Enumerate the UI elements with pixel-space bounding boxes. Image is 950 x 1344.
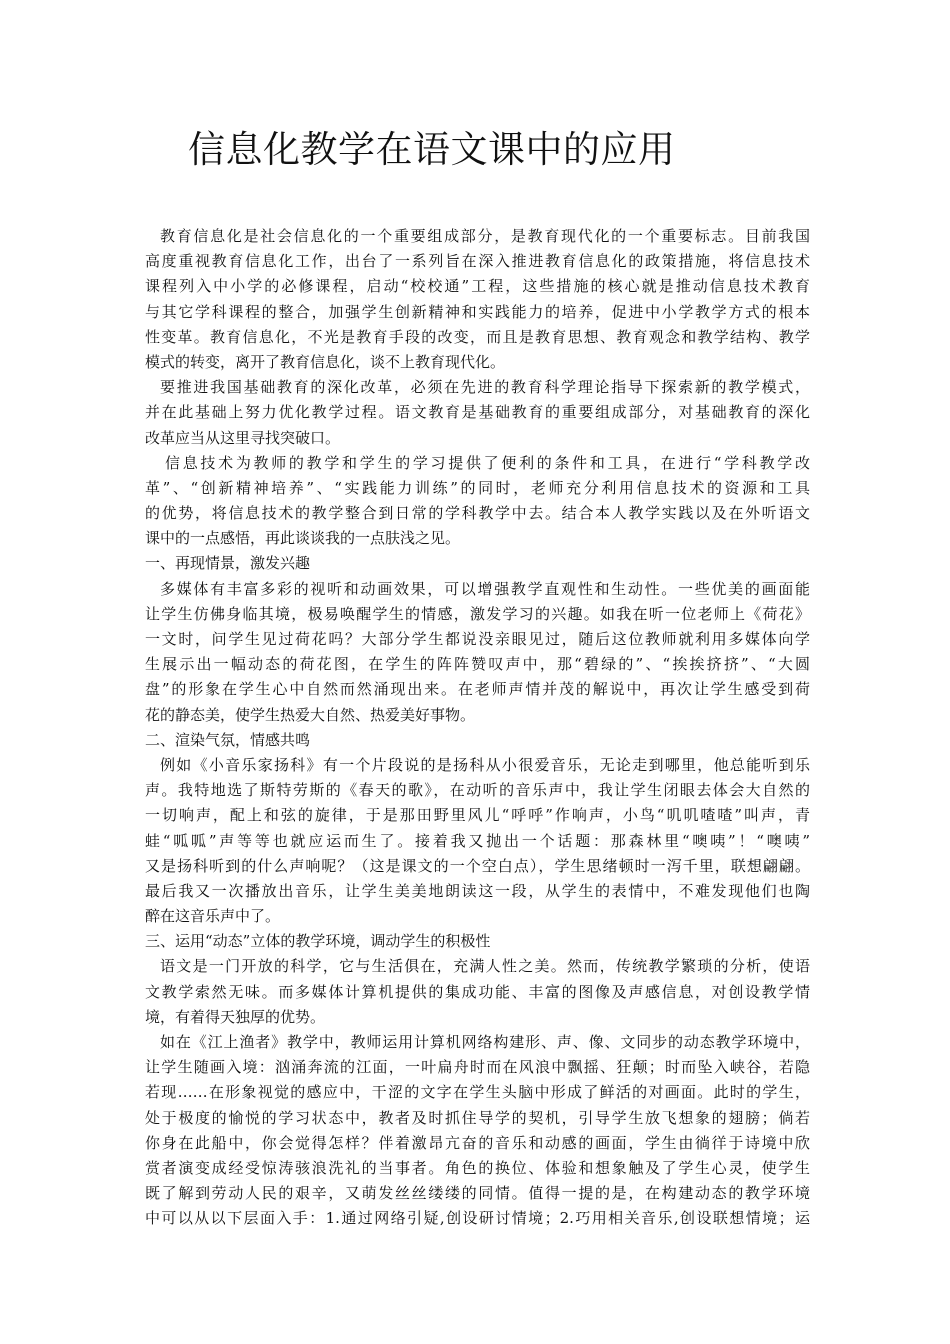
paragraph-line: 一文时，问学生见过荷花吗？大部分学生都说没亲眼见过，随后这位教师就利用多媒体向学 [145,630,810,648]
section-heading: 三、运用“动态”立体的教学环境，调动学生的积极性 [145,932,491,951]
paragraph-line: 性变革。教育信息化，不光是教育手段的改变，而且是教育思想、教育观念和教学结构、教学 [145,327,810,346]
paragraph-line: 的优势，将信息技术的教学整合到日常的学科教学中去。结合本人教学实践以及在外听语文 [145,504,810,523]
paragraph-line: 并在此基础上努力优化教学过程。语文教育是基础教育的重要组成部分，对基础教育的深化 [145,403,810,422]
paragraph-line: 赏者演变成经受惊涛骇浪洗礼的当事者。角色的换位、体验和想象触及了学生心灵，使学生 [145,1158,810,1177]
paragraph-line: 境，有着得天独厚的优势。 [145,1007,326,1026]
paragraph-line: 与其它学科课程的整合，加强学生创新精神和实践能力的培养，促进中小学教学方式的根本 [145,302,810,321]
paragraph-line: 一切响声，配上和弦的旋律，于是那田野里风儿“呼呼”作响声，小鸟“叽叽喳喳”叫声，青 [145,806,810,825]
paragraph-line: 文教学索然无味。而多媒体计算机提供的集成功能、丰富的图像及声感信息，对创设教学情 [145,982,810,1001]
paragraph-line: 若现……在形象视觉的感应中，干涩的文字在学生头脑中形成了鲜活的对画面。此时的学生， [145,1083,810,1102]
section-heading: 一、再现情景，激发兴趣 [145,554,311,573]
paragraph-line: 例如《小音乐家扬科》有一个片段说的是扬科从小很爱音乐，无论走到哪里，他总能听到乐 [160,755,810,774]
paragraph-line: 生展示出一幅动态的荷花图，在学生的阵阵赞叹声中，那“碧绿的”、“挨挨挤挤”、“大圆 [145,655,810,674]
document-title: 信息化教学在语文课中的应用 [188,128,676,171]
paragraph-line: 模式的转变，离开了教育信息化，谈不上教育现代化。 [145,352,506,371]
paragraph-line: 信息技术为教师的教学和学生的学习提供了便利的条件和工具，在进行“学科教学改 [165,453,810,472]
paragraph-line: 你身在此船中，你会觉得怎样？伴着激昂亢奋的音乐和动感的画面，学生由徜徉于诗境中欣 [145,1133,810,1152]
paragraph-line: 让学生仿佛身临其境，极易唤醒学生的情感，激发学习的兴趣。如我在听一位老师上《荷花》 [145,604,810,623]
paragraph-line: 声。我特地选了斯特劳斯的《春天的歌》，在动听的音乐声中，我让学生闭眼去体会大自然的 [145,781,810,800]
paragraph-line: 如在《江上渔者》教学中，教师运用计算机网络构建形、声、像、文同步的动态教学环境中， [160,1033,810,1051]
section-heading: 二、渲染气氛，情感共鸣 [145,730,311,749]
paragraph-line: 花的静态美，使学生热爱大自然、热爱美好事物。 [145,705,476,724]
paragraph-line: 醉在这音乐声中了。 [145,907,281,926]
paragraph-line: 要推进我国基础教育的深化改革，必须在先进的教育科学理论指导下探索新的教学模式， [160,378,810,397]
document-body [145,224,810,1232]
paragraph-line: 最后我又一次播放出音乐，让学生美美地朗读这一段，从学生的表情中，不难发现他们也陶 [145,881,810,900]
paragraph-line: 盘”的形象在学生心中自然而然涌现出来。在老师声情并茂的解说中，再次让学生感受到荷 [145,680,810,699]
paragraph-line: 处于极度的愉悦的学习状态中，教者及时抓住导学的契机，引导学生放飞想象的翅膀；倘若 [145,1108,810,1127]
paragraph-line: 中可以从以下层面入手：1.通过网络引疑,创设研讨情境；2.巧用相关音乐,创设联想情境；运 [145,1209,810,1228]
paragraph-line: 既了解到劳动人民的艰辛，又萌发丝丝缕缕的同情。值得一提的是，在构建动态的教学环境 [145,1184,810,1203]
paragraph-line: 革”、“创新精神培养”、“实践能力训练”的同时，老师充分利用信息技术的资源和工具 [145,478,810,497]
paragraph-line: 语文是一门开放的科学，它与生活俱在，充满人性之美。然而，传统教学繁琐的分析，使语 [160,957,810,976]
paragraph-line: 课程列入中小学的必修课程，启动“校校通”工程，这些措施的核心就是推动信息技术教育 [145,277,810,296]
paragraph-line: 又是扬科听到的什么声响呢？（这是课文的一个空白点），学生思绪顿时一泻千里，联想翩翩。 [145,856,810,875]
paragraph-line: 高度重视教育信息化工作，出台了一系列旨在深入推进教育信息化的政策措施，将信息技术 [145,252,810,271]
paragraph-line: 多媒体有丰富多彩的视听和动画效果，可以增强教学直观性和生动性。一些优美的画面能 [160,579,810,598]
paragraph-line: 让学生随画入境：汹涌奔流的江面，一叶扁舟时而在风浪中飘摇、狂颠；时而坠入峡谷，若隐 [145,1058,810,1077]
paragraph-line: 课中的一点感悟，再此谈谈我的一点肤浅之见。 [145,529,461,548]
paragraph-line: 教育信息化是社会信息化的一个重要组成部分，是教育现代化的一个重要标志。目前我国 [160,227,810,245]
paragraph-line: 蛙“呱呱”声等等也就应运而生了。接着我又抛出一个话题：那森林里“噢咦”！“噢咦” [145,831,810,850]
paragraph-line: 改革应当从这里寻找突破口。 [145,428,341,447]
